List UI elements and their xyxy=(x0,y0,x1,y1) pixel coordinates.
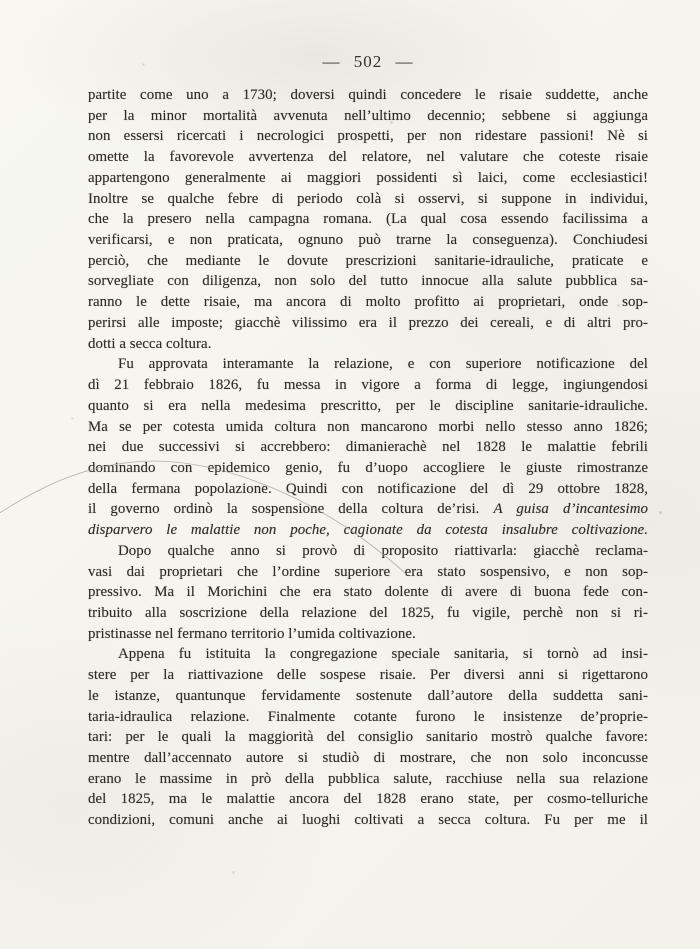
text-line xyxy=(88,106,648,127)
text-line xyxy=(88,562,648,583)
text-line xyxy=(88,686,648,707)
text-segment: tribuito alla soscrizione della relazione del 1825, fu vigile, perchè non si ri- xyxy=(88,604,648,621)
text-line xyxy=(88,313,648,334)
page-number xyxy=(88,52,648,72)
text-line xyxy=(88,810,648,831)
text-segment: dotti a secca coltura. xyxy=(88,335,212,352)
text-line xyxy=(88,334,648,355)
text-line xyxy=(88,292,648,313)
text-line xyxy=(88,644,648,665)
text-segment: ranno le dette risaie, ma ancora di molto profitto ai proprietari, onde sop- xyxy=(88,294,648,311)
italic-text-segment: disparvero le malattie non poche, cagionate da cotesta insalubre coltivazione. xyxy=(88,522,648,539)
text-block xyxy=(88,85,648,831)
text-line xyxy=(88,271,648,292)
paragraph xyxy=(88,354,648,540)
text-segment: Dopo qualche anno si provò di proposito riattivarla: giacchè reclama- xyxy=(118,542,648,559)
paper-speckles xyxy=(0,0,1,1)
text-line xyxy=(88,209,648,230)
text-line xyxy=(88,727,648,748)
text-segment: taria-idraulica relazione. Finalmente cotante furono le insistenze de’proprie- xyxy=(88,708,648,725)
text-line xyxy=(88,748,648,769)
text-line xyxy=(88,126,648,147)
text-segment: erano le massime in prò della pubblica salute, racchiuse nella sua relazione xyxy=(88,770,648,787)
text-segment: che la presero nella campagna romana. (La qual cosa essendo facilissima a xyxy=(88,211,648,228)
text-line xyxy=(88,396,648,417)
text-line xyxy=(88,437,648,458)
text-segment: sorvegliate con diligenza, non solo del tutto innocue alla salute pubblica sa- xyxy=(88,273,648,290)
text-line xyxy=(88,789,648,810)
text-segment: nei due successivi si accrebbero: dimanierachè nel 1828 le malattie febrili xyxy=(88,439,648,456)
page-number-label: — 502 — xyxy=(322,52,414,71)
text-line xyxy=(88,85,648,106)
text-segment: partite come uno a 1730; doversi quindi concedere le risaie suddette, anche xyxy=(88,87,648,103)
text-segment: condizioni, comuni anche ai luoghi coltivati a secca coltura. Fu per me il xyxy=(88,812,648,829)
italic-text-segment: A guisa d’incantesimo xyxy=(493,501,648,518)
text-segment: non essersi ricercati i necrologici prospetti, per non ridestare passioni! Nè si xyxy=(88,128,648,145)
text-segment: del 1825, ma le malattie ancora del 1828 erano state, per cosmo-telluriche xyxy=(88,791,648,808)
text-segment: Fu approvata interamante la relazione, e con superiore notificazione del xyxy=(118,356,648,373)
text-line xyxy=(88,520,648,541)
text-segment: della fermana popolazione. Quindi con notificazione del dì 29 ottobre 1828, xyxy=(88,480,648,497)
paragraph xyxy=(88,85,648,354)
text-segment: Ma se per cotesta umida coltura non mancarono morbi nello stesso anno 1826; xyxy=(88,418,648,435)
text-line xyxy=(88,582,648,603)
text-segment: tari: per le quali la maggiorità del consiglio sanitario mostrò qualche favore: xyxy=(88,729,648,746)
text-line xyxy=(88,147,648,168)
text-line xyxy=(88,541,648,562)
text-line xyxy=(88,251,648,272)
text-line xyxy=(88,354,648,375)
text-segment: per la minor mortalità avvenuta nell’ultimo decennio; sebbene si aggiunga xyxy=(88,107,648,124)
text-segment: vasi dai proprietari che l’ordine superiore era stato sospensivo, e non sop- xyxy=(88,563,648,580)
text-segment: appartengono generalmente ai maggiori possidenti sì laici, come ecclesiastici! xyxy=(88,169,648,186)
text-segment: pristinasse nel fermano territorio l’umida coltivazione. xyxy=(88,625,416,642)
text-segment: perciò, che mediante le dovute prescrizioni sanitarie-idrauliche, praticate e xyxy=(88,252,648,269)
text-line xyxy=(88,458,648,479)
text-segment: dì 21 febbraio 1826, fu messa in vigore a forma di legge, ingiungendosi xyxy=(88,377,648,394)
text-line xyxy=(88,417,648,438)
text-segment: perirsi alle imposte; giacchè vilissimo era il prezzo dei cereali, e di altri pro- xyxy=(88,314,648,331)
text-segment: le istanze, quantunque fervidamente sostenute dall’autore della suddetta sani- xyxy=(88,687,648,704)
text-line xyxy=(88,375,648,396)
text-line xyxy=(88,230,648,251)
text-line xyxy=(88,479,648,500)
text-line xyxy=(88,665,648,686)
paragraph xyxy=(88,541,648,645)
text-segment: dominando con epidemico genio, fu d’uopo accogliere le giuste rimostranze xyxy=(88,459,648,476)
text-segment: Inoltre se qualche febre di periodo colà si osservi, si suppone in individui, xyxy=(88,190,648,207)
text-segment: il governo ordinò la sospensione della coltura de’risi. xyxy=(88,501,494,518)
text-line xyxy=(88,624,648,645)
text-line xyxy=(88,499,648,520)
text-line xyxy=(88,189,648,210)
text-line xyxy=(88,168,648,189)
text-segment: pressivo. Ma il Morichini che era stato dolente di avere di buona fede con- xyxy=(88,584,648,601)
text-segment: Appena fu istituita la congregazione speciale sanitaria, si tornò ad insi- xyxy=(118,646,648,663)
paragraph xyxy=(88,644,648,830)
text-line xyxy=(88,603,648,624)
text-line xyxy=(88,769,648,790)
text-segment: quanto si era nella medesima prescritto, per le discipline sanitarie-idrauliche. xyxy=(88,397,648,414)
text-segment: omette la favorevole avvertenza del relatore, nel valutare che coteste risaie xyxy=(88,149,648,166)
text-line xyxy=(88,707,648,728)
text-segment: mentre dall’accennato autore si studiò di mostrare, che non solo inconcusse xyxy=(88,750,648,766)
text-segment: verificarsi, e non praticata, ognuno può trarne la conseguenza). Conchiudesi xyxy=(88,232,648,249)
text-segment: stere per la riattivazione delle sospese risaie. Per diversi anni si rigettarono xyxy=(88,667,648,684)
